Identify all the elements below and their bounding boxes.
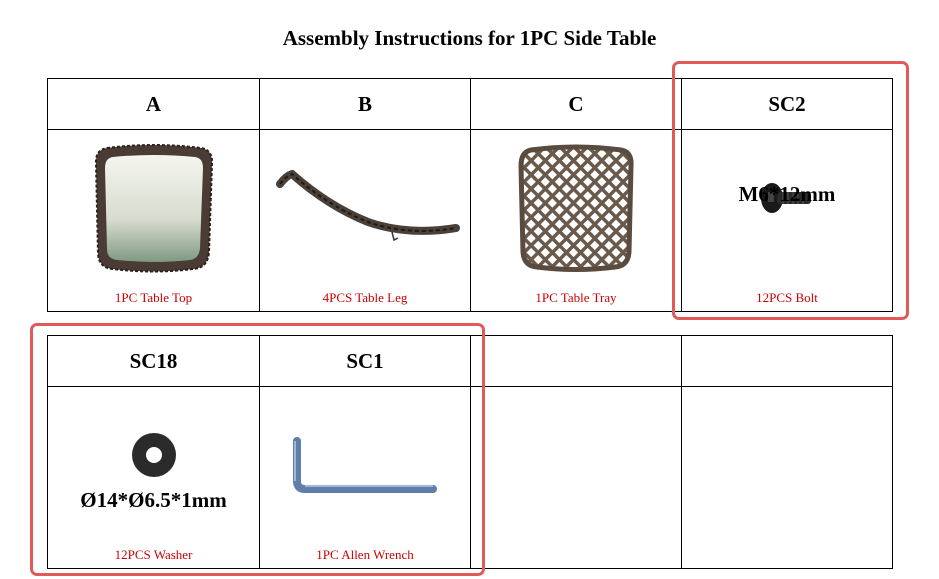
table-leg-image [268, 170, 462, 250]
part-cell-table-tray [471, 130, 682, 312]
part-cell-table-top [48, 130, 260, 312]
part-caption-washer: 12PCS Washer [114, 547, 193, 562]
part-cell-table-leg [260, 130, 471, 312]
part-caption-table-tray: 1PC Table Tray [535, 290, 617, 305]
part-code-sc1: SC1 [260, 336, 471, 387]
bolt-size-spec: M6*12mm [738, 182, 836, 206]
part-caption-table-top: 1PC Table Top [114, 290, 193, 305]
part-code-b: B [260, 79, 471, 130]
empty-header-cell-4 [682, 336, 893, 387]
empty-header-cell-3 [471, 336, 682, 387]
part-caption-allen-wrench: 1PC Allen Wrench [316, 547, 414, 562]
highlight-box-hardware-parts [30, 323, 485, 576]
part-caption-table-leg: 4PCS Table Leg [322, 290, 408, 305]
part-caption-bolt: 12PCS Bolt [756, 290, 818, 305]
highlight-box-screw-parts [672, 61, 909, 320]
part-code-sc2: SC2 [682, 79, 893, 130]
table-top-image [93, 144, 215, 274]
empty-part-cell-3 [471, 387, 682, 569]
part-code-c: C [471, 79, 682, 130]
table-tray-image [517, 144, 635, 272]
page-title: Assembly Instructions for 1PC Side Table [282, 26, 657, 50]
washer-size-spec: Ø14*Ø6.5*1mm [80, 488, 227, 512]
part-code-sc18: SC18 [48, 336, 260, 387]
empty-part-cell-4 [682, 387, 893, 569]
part-code-a: A [48, 79, 260, 130]
